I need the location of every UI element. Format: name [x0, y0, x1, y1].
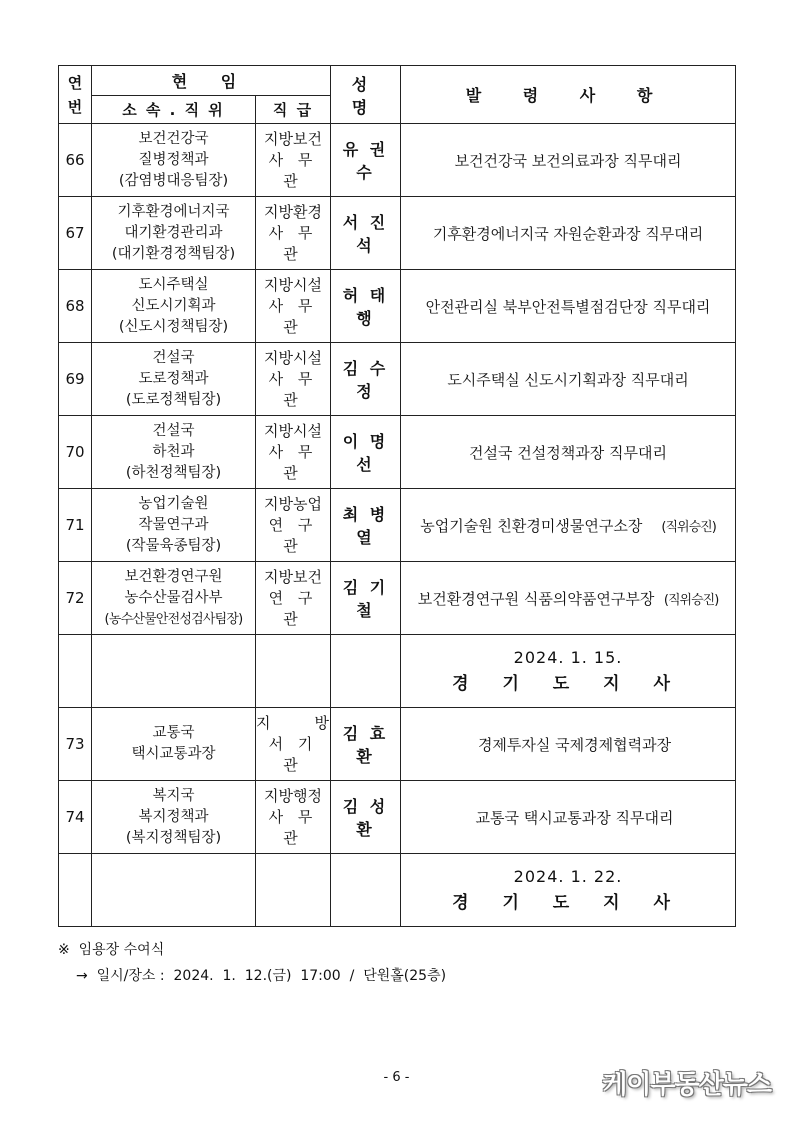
signoff-block: [401, 854, 736, 927]
table-row: [59, 708, 736, 781]
table-row: [59, 489, 736, 562]
name-cell: 허 태 행: [331, 270, 401, 343]
appointment-cell: 안전관리실 북부안전특별점검단장 직무대리: [401, 270, 736, 343]
grade-cell: 지방보건 연 구 관: [256, 562, 331, 635]
affiliation-cell: 건설국 하천과 (하천정책팀장): [92, 416, 256, 489]
row-number: 69: [59, 343, 92, 416]
header-appointment-order: 발 령 사 항: [401, 66, 736, 124]
ceremony-footnote: [58, 937, 446, 989]
row-number: 74: [59, 781, 92, 854]
affiliation-cell: 도시주택실 신도시기획과 (신도시정책팀장): [92, 270, 256, 343]
name-cell: 서 진 석: [331, 197, 401, 270]
grade-cell: 지방시설 사 무 관: [256, 416, 331, 489]
name-cell: 김 수 정: [331, 343, 401, 416]
name-cell: 김 기 철: [331, 562, 401, 635]
promotion-note: (직위승진): [663, 592, 719, 608]
affiliation-cell: 교통국 택시교통과장: [92, 708, 256, 781]
header-serial-number: 연 번: [59, 66, 92, 124]
footnote-details: → 일시/장소 : 2024. 1. 12.(금) 17:00 / 단원홀(25층): [76, 968, 447, 984]
appointment-cell: 도시주택실 신도시기획과장 직무대리: [401, 343, 736, 416]
table-row: [59, 343, 736, 416]
watermark-logo: 케이부동산뉴스: [602, 1070, 771, 1100]
row-number: 72: [59, 562, 92, 635]
affiliation-cell: 보건건강국 질병정책과 (감염병대응팀장): [92, 124, 256, 197]
header-current-position: 현 임: [92, 66, 331, 96]
grade-cell: 지 방 서 기 관: [256, 708, 331, 781]
name-cell: 김 효 환: [331, 708, 401, 781]
grade-cell: 지방보건 사 무 관: [256, 124, 331, 197]
appointment-cell: 건설국 건설정책과장 직무대리: [401, 416, 736, 489]
signoff-governor: 경 기 도 지 사: [452, 674, 684, 694]
affiliation-cell: 농업기술원 작물연구과 (작물육종팀장): [92, 489, 256, 562]
signoff-row: [59, 854, 736, 927]
header-affiliation: 소 속 . 직 위: [92, 96, 256, 124]
grade-cell: 지방농업 연 구 관: [256, 489, 331, 562]
affiliation-cell: 건설국 도로정책과 (도로정책팀장): [92, 343, 256, 416]
row-number: 73: [59, 708, 92, 781]
table-row: [59, 197, 736, 270]
footnote-title: ※ 임용장 수여식: [58, 942, 165, 958]
row-number: 71: [59, 489, 92, 562]
appointment-cell: 경제투자실 국제경제협력과장: [401, 708, 736, 781]
page-number: - 6 -: [383, 1070, 410, 1085]
signoff-row: [59, 635, 736, 708]
appointment-cell: 교통국 택시교통과장 직무대리: [401, 781, 736, 854]
promotion-note: (직위승진): [661, 519, 716, 535]
signoff-governor: 경 기 도 지 사: [452, 893, 684, 913]
table-row: [59, 270, 736, 343]
personnel-appointment-table: [58, 65, 736, 927]
appointment-cell: 기후환경에너지국 자원순환과장 직무대리: [401, 197, 736, 270]
header-grade: 직 급: [256, 96, 331, 124]
affiliation-cell: 복지국 복지정책과 (복지정책팀장): [92, 781, 256, 854]
row-number: 70: [59, 416, 92, 489]
grade-cell: 지방행정 사 무 관: [256, 781, 331, 854]
row-number: 66: [59, 124, 92, 197]
affiliation-cell: 보건환경연구원 농수산물검사부 (농수산물안전성검사팀장): [92, 562, 256, 635]
table-row: [59, 781, 736, 854]
table-row: [59, 562, 736, 635]
name-cell: 이 명 선: [331, 416, 401, 489]
row-number: 67: [59, 197, 92, 270]
grade-cell: 지방환경 사 무 관: [256, 197, 331, 270]
signoff-date: 2024. 1. 22.: [513, 867, 623, 886]
name-cell: 유 권 수: [331, 124, 401, 197]
grade-cell: 지방시설 사 무 관: [256, 270, 331, 343]
signoff-date: 2024. 1. 15.: [513, 648, 623, 667]
header-name: 성 명: [331, 66, 401, 124]
appointment-cell: 농업기술원 친환경미생물연구소장 (직위승진): [401, 489, 736, 562]
name-cell: 최 병 열: [331, 489, 401, 562]
signoff-block: [401, 635, 736, 708]
affiliation-cell: 기후환경에너지국 대기환경관리과 (대기환경정책팀장): [92, 197, 256, 270]
grade-cell: 지방시설 사 무 관: [256, 343, 331, 416]
appointment-cell: 보건환경연구원 식품의약품연구부장 (직위승진): [401, 562, 736, 635]
appointment-cell: 보건건강국 보건의료과장 직무대리: [401, 124, 736, 197]
row-number: 68: [59, 270, 92, 343]
table-row: [59, 416, 736, 489]
name-cell: 김 성 환: [331, 781, 401, 854]
table-row: [59, 124, 736, 197]
